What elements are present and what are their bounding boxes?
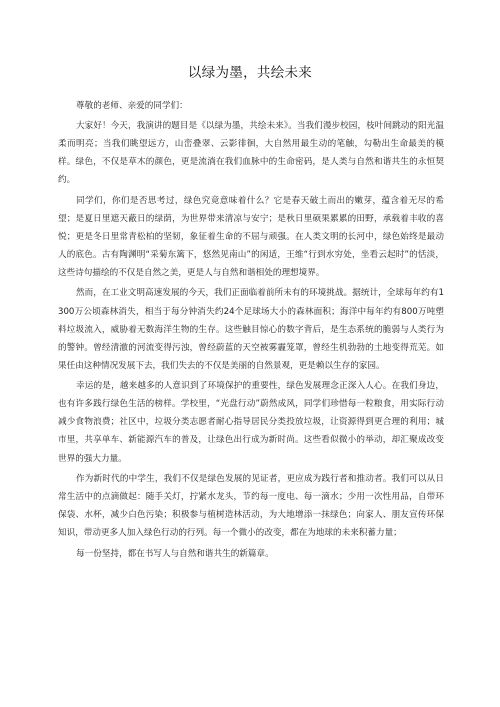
document-body xyxy=(58,97,444,565)
paragraph: 大家好！今天，我演讲的题目是《以绿为墨，共绘未来》。当我们漫步校园，枝叶间跳动的阳光温柔而明亮；当我们眺望远方，山峦叠翠、云影徘徊，大自然用最生动的笔触，勾勒出生命最美的模样。绿色，不仅是草木的颜色，更是流淌在我们血脉中的生命密码，是人类与自然和谐共生的永恒契约。 xyxy=(58,121,444,186)
paragraph: 每一份坚持，都在书写人与自然和谐共生的新篇章。 xyxy=(76,548,274,559)
page-title: 以绿为墨，共绘未来 xyxy=(187,65,313,81)
paragraph: 作为新时代的中学生，我们不仅是绿色发展的见证者，更应成为践行者和推动者。我们可以从日常生活中的点滴做起：随手关灯，拧紧水龙头，节约每一度电、每一滴水；少用一次性用品，自带环保袋、水杯，减少白色污染；积极参与植树造林活动，为大地增添一抹绿色；向家人、朋友宣传环保知识，带动更多人加入绿色行动的行列。每一个微小的改变，都在为地球的未来积蓄力量； xyxy=(58,473,444,539)
paragraph: 幸运的是，越来越多的人意识到了环境保护的重要性，绿色发展理念正深入人心。在我们身边，也有许多践行绿色生活的榜样。学校里，“光盘行动”蔚然成风，同学们珍惜每一粒粮食，用实际行动减少食物浪费；社区中，垃圾分类志愿者耐心指导居民分类投放垃圾，让资源得到更合理的利用；城市里，共享单车、新能源汽车的普及，让绿色出行成为新时尚。这些看似微小的举动，却汇聚成改变世界的强大力量。 xyxy=(58,381,444,464)
paragraph: 然而，在工业文明高速发展的今天，我们正面临着前所未有的环境挑战。据统计，全球每年约有1300万公顷森林消失，相当于每分钟消失约24个足球场大小的森林面积；海洋中每年约有800万吨塑料垃圾流入，威胁着无数海洋生物的生存。这些触目惊心的数字背后，是生态系统的脆弱与人类行为的警钟。曾经清澈的河流变得污浊，曾经蔚蓝的天空被雾霾笼罩，曾经生机勃勃的土地变得荒芜。如果任由这种情况发展下去，我们失去的不仅是美丽的自然景观，更是赖以生存的家园。 xyxy=(58,288,444,371)
salutation: 尊敬的老师、亲爱的同学们： xyxy=(76,101,188,111)
paragraph: 同学们，你们是否思考过，绿色究竟意味着什么？它是春天破土而出的嫩芽，蕴含着无尽的希望；是夏日里遮天蔽日的绿荫，为世界带来清凉与安宁；是秋日里硕果累累的田野，承载着丰收的喜悦；更是冬日里常青松柏的坚韧，象征着生命的不屈与顽强。在人类文明的长河中，绿色始终是最动人的底色。古有陶渊明“采菊东篱下，悠然见南山”的闲适，王维“行到水穷处，坐看云起时”的恬淡，这些诗句描绘的不仅是自然之美，更是人与自然和谐相处的理想境界。 xyxy=(58,195,444,279)
